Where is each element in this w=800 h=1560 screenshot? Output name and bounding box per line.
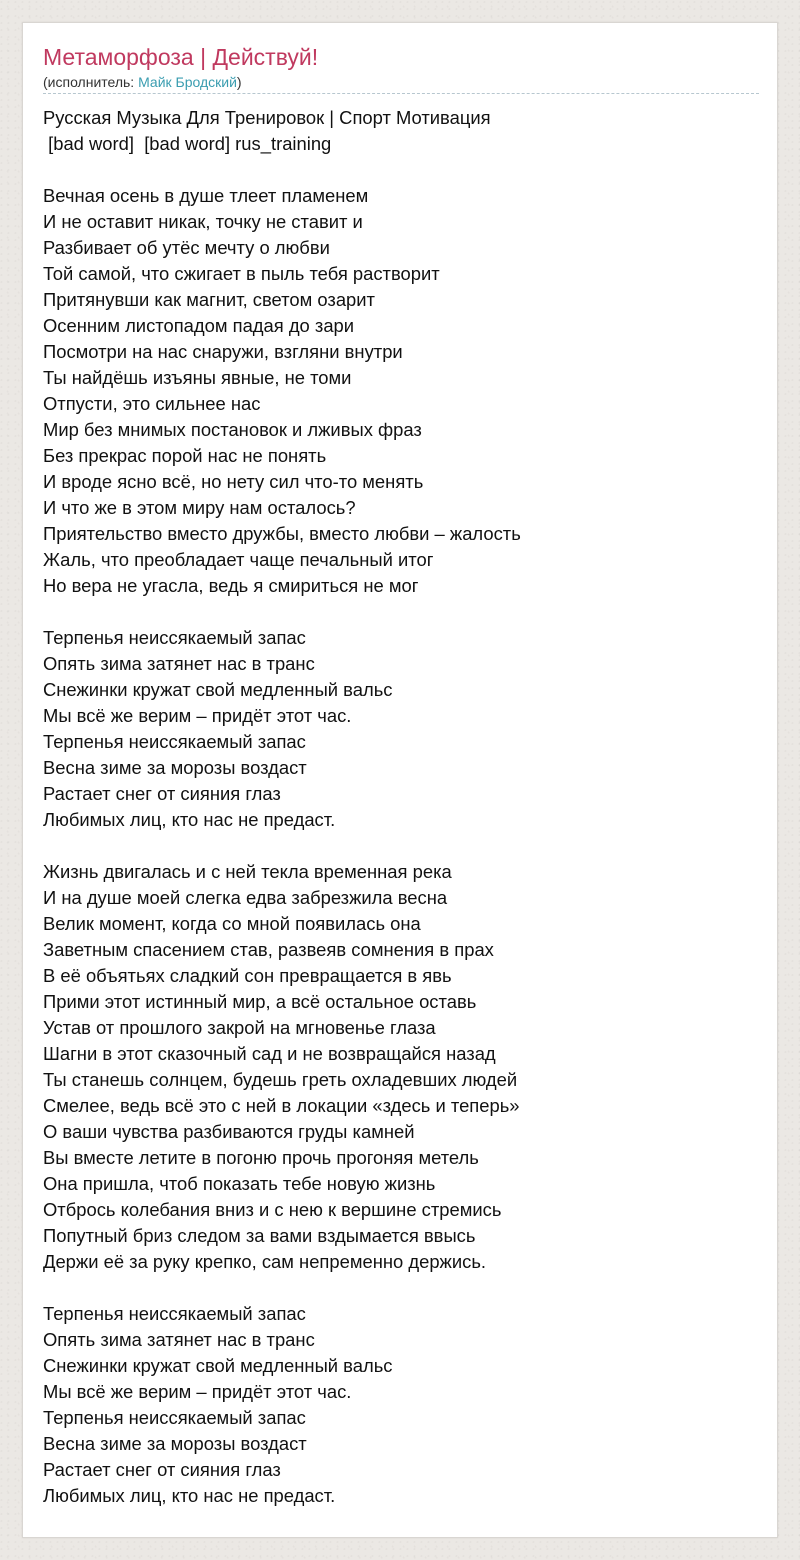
lyric-line: Терпенья неиссякаемый запас — [43, 1407, 306, 1428]
lyric-line: И вроде ясно всё, но нету сил что-то менять — [43, 471, 424, 492]
lyric-line: Весна зиме за морозы воздаст — [43, 1433, 307, 1454]
lyric-line: Терпенья неиссякаемый запас — [43, 1303, 306, 1324]
lyric-line: Любимых лиц, кто нас не предаст. — [43, 809, 336, 830]
lyric-line: Мы всё же верим – придёт этот час. — [43, 705, 352, 726]
lyric-line: Но вера не угасла, ведь я смириться не мог — [43, 575, 419, 596]
artist-suffix: ) — [236, 74, 242, 90]
song-title: Метаморфоза | Действуй! — [43, 44, 319, 70]
lyric-line: Устав от прошлого закрой на мгновенье глаза — [43, 1017, 436, 1038]
lyric-line: [bad word] [bad word] rus_training — [43, 133, 332, 154]
lyric-line: Снежинки кружат свой медленный вальс — [43, 1355, 393, 1376]
lyric-line: Вечная осень в душе тлеет пламенем — [43, 185, 369, 206]
lyrics-stanza — [43, 1301, 763, 1509]
lyric-line: Терпенья неиссякаемый запас — [43, 731, 306, 752]
lyrics-stanza — [43, 105, 763, 157]
lyric-line: Смелее, ведь всё это с ней в локации «здесь и теперь» — [43, 1095, 520, 1116]
lyric-line: О ваши чувства разбиваются груды камней — [43, 1121, 415, 1142]
title-divider — [43, 93, 759, 94]
lyric-line: Попутный бриз следом за вами вздымается ввысь — [43, 1225, 476, 1246]
lyric-line: Посмотри на нас снаружи, взгляни внутри — [43, 341, 403, 362]
lyric-line: Отбрось колебания вниз и с нею к вершине стремись — [43, 1199, 502, 1220]
lyrics-stanza — [43, 183, 763, 599]
lyric-line: В её объятьях сладкий сон превращается в явь — [43, 965, 452, 986]
lyric-line: Она пришла, чтоб показать тебе новую жизнь — [43, 1173, 436, 1194]
artist-link[interactable]: Майк Бродский — [138, 74, 237, 90]
lyric-line: Снежинки кружат свой медленный вальс — [43, 679, 393, 700]
lyric-line: Держи её за руку крепко, сам непременно держись. — [43, 1251, 487, 1272]
lyric-line: Растает снег от сияния глаз — [43, 783, 281, 804]
lyrics-stanza — [43, 625, 763, 833]
lyric-line: Жизнь двигалась и с ней текла временная река — [43, 861, 452, 882]
lyrics-card — [22, 22, 778, 1538]
lyric-line: Мир без мнимых постановок и лживых фраз — [43, 419, 422, 440]
lyric-line: Ты найдёшь изъяны явные, не томи — [43, 367, 352, 388]
lyric-line: Заветным спасением став, развеяв сомнения в прах — [43, 939, 494, 960]
lyric-line: Терпенья неиссякаемый запас — [43, 627, 306, 648]
lyric-line: Растает снег от сияния глаз — [43, 1459, 281, 1480]
lyrics-stanza — [43, 859, 763, 1275]
lyric-line: И что же в этом миру нам осталось? — [43, 497, 356, 518]
lyric-line: И на душе моей слегка едва забрезжила весна — [43, 887, 448, 908]
lyric-line: Мы всё же верим – придёт этот час. — [43, 1381, 352, 1402]
lyric-line: Любимых лиц, кто нас не предаст. — [43, 1485, 336, 1506]
lyric-line: Прими этот истинный мир, а всё остальное оставь — [43, 991, 477, 1012]
lyric-line: Осенним листопадом падая до зари — [43, 315, 355, 336]
lyric-line: Той самой, что сжигает в пыль тебя растворит — [43, 263, 440, 284]
lyric-line: И не оставит никак, точку не ставит и — [43, 211, 363, 232]
lyric-line: Велик момент, когда со мной появилась она — [43, 913, 421, 934]
lyric-line: Опять зима затянет нас в транс — [43, 1329, 315, 1350]
lyric-line: Жаль, что преобладает чаще печальный итог — [43, 549, 434, 570]
lyric-line: Разбивает об утёс мечту о любви — [43, 237, 330, 258]
lyric-line: Без прекрас порой нас не понять — [43, 445, 327, 466]
lyrics-body — [43, 105, 763, 1509]
lyric-line: Вы вместе летите в погоню прочь прогоняя метель — [43, 1147, 479, 1168]
lyric-line: Приятельство вместо дружбы, вместо любви – жалость — [43, 523, 521, 544]
lyric-line: Притянувши как магнит, светом озарит — [43, 289, 375, 310]
lyric-line: Ты станешь солнцем, будешь греть охладевших людей — [43, 1069, 518, 1090]
lyric-line: Опять зима затянет нас в транс — [43, 653, 315, 674]
lyric-line: Весна зиме за морозы воздаст — [43, 757, 307, 778]
artist-line — [43, 73, 242, 91]
lyric-line: Отпусти, это сильнее нас — [43, 393, 261, 414]
lyric-line: Русская Музыка Для Тренировок | Спорт Мотивация — [43, 107, 491, 128]
artist-prefix: (исполнитель: — [43, 74, 139, 90]
lyric-line: Шагни в этот сказочный сад и не возвращайся назад — [43, 1043, 496, 1064]
